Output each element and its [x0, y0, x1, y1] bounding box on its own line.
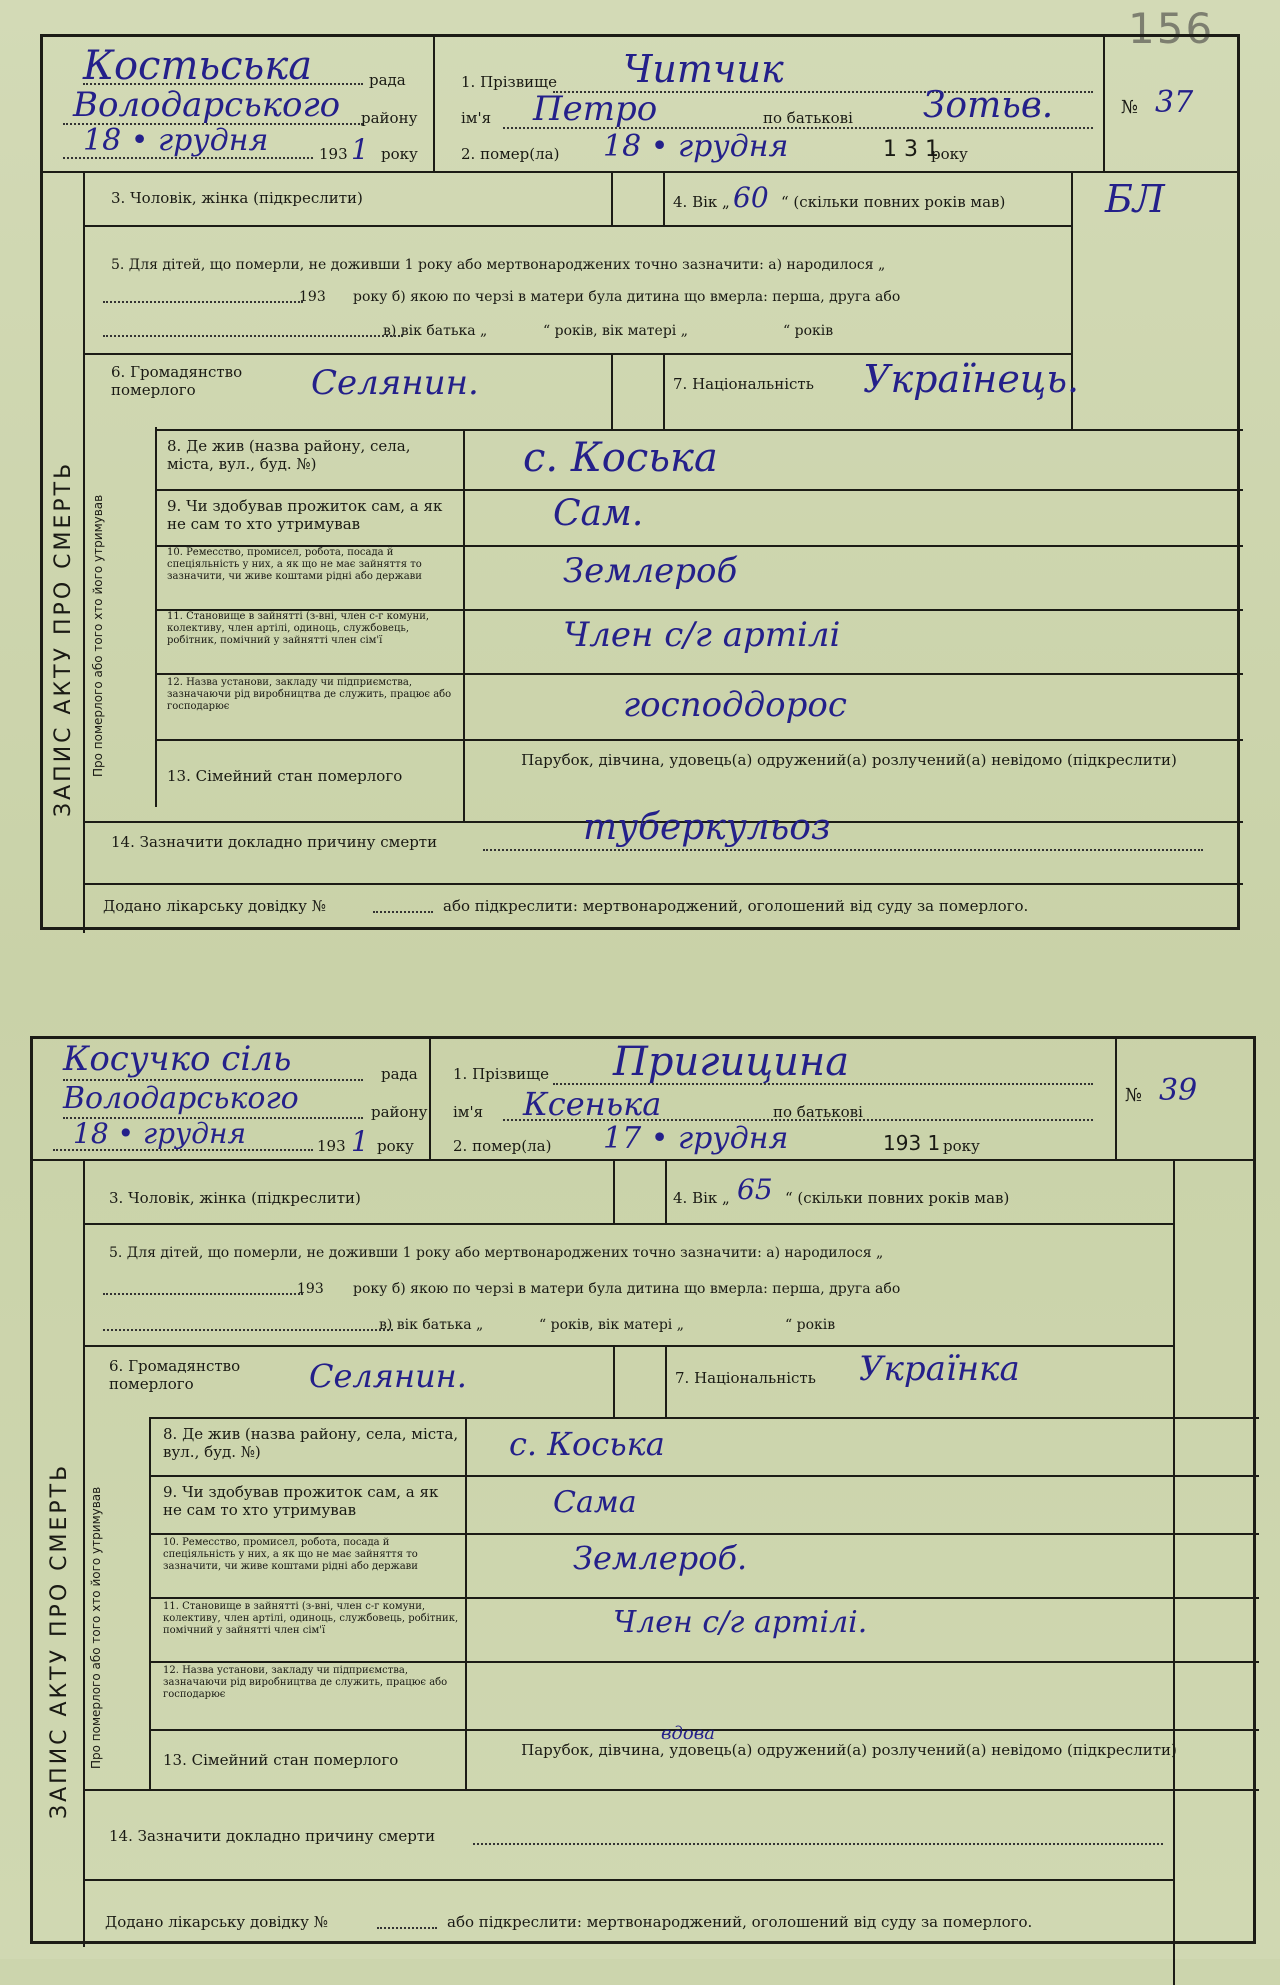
q14-label: 14. Зазначити докладно причину смерти — [109, 1827, 436, 1845]
year-label: 193 — [317, 1137, 346, 1155]
year-label: 193 — [319, 145, 348, 163]
number-label: № — [1125, 1085, 1143, 1106]
death-year-value: 1 3 1 — [883, 137, 939, 162]
patronymic-value: Зотьв. — [923, 85, 1054, 126]
q5-line3: в) вік батька „ — [379, 1317, 484, 1333]
residence-value: с. Коська — [523, 435, 718, 481]
raion-value: Володарського — [73, 85, 341, 125]
rada-value: Костьська — [83, 43, 313, 89]
position-value: Член с/г артілі — [563, 615, 841, 655]
q3-label: 3. Чоловік, жінка (підкреслити) — [111, 189, 363, 207]
first-name-label: ім'я — [453, 1103, 484, 1121]
q13-label: 13. Сімейний стан померлого — [167, 767, 403, 785]
q14-label: 14. Зазначити докладно причину смерти — [111, 833, 438, 851]
raion-label: району — [361, 109, 418, 127]
death-date-value: 17 • грудня — [603, 1121, 789, 1156]
side-title: ЗАПИС АКТУ ПРО СМЕРТЬ — [47, 1462, 72, 1819]
footer-rest: або підкреслити: мертвонароджений, оголошений від суду за померлого. — [447, 1913, 1033, 1931]
citizenship-value: Селянин. — [311, 363, 479, 403]
page-number: 156 — [1128, 4, 1215, 53]
q4-label: 4. Вік „ — [673, 193, 730, 211]
margin-note: БЛ — [1105, 177, 1165, 221]
record-date: 18 • грудня — [83, 123, 269, 158]
q13-options: Парубок, дівчина, удовець(а) одружений(а) розлучений(а) невідомо (підкреслити) — [521, 1741, 1177, 1759]
occupation-value: Землероб — [563, 551, 738, 591]
side-subtitle: Про померлого або того хто його утримував — [91, 494, 105, 777]
q8-label: 8. Де жив (назва району, села, міста, вул., буд. №) — [163, 1425, 459, 1461]
year-suffix: 1 — [351, 133, 369, 166]
first-name-value: Петро — [533, 89, 658, 129]
cause-value: туберкульоз — [583, 807, 831, 848]
footer-label: Додано лікарську довідку № — [105, 1913, 328, 1931]
q9-label: 9. Чи здобував прожиток сам, а як не сам то хто утримував — [167, 497, 443, 533]
roku-label: року — [377, 1137, 414, 1155]
q10-label: 10. Ремесство, промисел, робота, посада й спеціяльність у них, а як що не має зайняття то зазначити, чи живе коштами рідні або держави — [163, 1537, 418, 1572]
nationality-value: Українка — [859, 1349, 1020, 1389]
side-subtitle: Про померлого або того хто його утримував — [89, 1486, 103, 1769]
age-value: 65 — [737, 1173, 773, 1206]
footer-label: Додано лікарську довідку № — [103, 897, 326, 915]
q3-label: 3. Чоловік, жінка (підкреслити) — [109, 1189, 361, 1207]
q4-suffix: “ (скільки повних років мав) — [785, 1189, 1010, 1207]
death-roku-label: року — [931, 145, 968, 163]
record-number: 37 — [1155, 85, 1194, 120]
q11-label: 11. Становище в зайнятті (з-вні, член с-г комуни, колективу, член артілі, одиноць, службовець, робітник, помічний у зайнятті член сім'ї — [167, 611, 430, 646]
age-value: 60 — [733, 181, 769, 214]
surname-label: 1. Прізвище — [461, 73, 558, 91]
q10-label: 10. Ремесство, промисел, робота, посада й спеціяльність у них, а як що не має зайняття то зазначити, чи живе коштами рідні або держави — [167, 547, 422, 582]
death-date-label: 2. помер(ла) — [461, 145, 560, 163]
q5-line1: 5. Для дітей, що померли, не доживши 1 року або мертвонароджених точно зазначити: а) народилося „ — [109, 1245, 884, 1261]
rada-label: рада — [369, 71, 406, 89]
q12-label: 12. Назва установи, закладу чи підприємства, зазначаючи рід виробництва де служить, працює або господарює — [163, 1665, 448, 1700]
record-header — [33, 1039, 1253, 1161]
residence-value: с. Коська — [509, 1425, 665, 1463]
q5-line3b: “ років, вік матері „ — [539, 1317, 684, 1333]
year-suffix: 1 — [351, 1125, 369, 1158]
surname-value: Читчик — [623, 47, 784, 91]
q7-label: 7. Національність — [675, 1369, 816, 1387]
q5-line1: 5. Для дітей, що померли, не доживши 1 року або мертвонароджених точно зазначити: а) народилося „ — [111, 257, 886, 273]
q4-label: 4. Вік „ — [673, 1189, 730, 1207]
patronymic-label: по батькові — [763, 109, 853, 127]
q12-label: 12. Назва установи, закладу чи підприємства, зазначаючи рід виробництва де служить, працює або господарює — [167, 677, 452, 712]
first-name-label: ім'я — [461, 109, 492, 127]
q13-options: Парубок, дівчина, удовець(а) одружений(а) розлучений(а) невідомо (підкреслити) — [521, 751, 1177, 769]
q4-suffix: “ (скільки повних років мав) — [781, 193, 1006, 211]
q5-line3: в) вік батька „ — [383, 323, 488, 339]
death-year-value: 193 1 — [883, 1131, 941, 1155]
rada-label: рада — [381, 1065, 418, 1083]
raion-value: Володарського — [63, 1081, 299, 1116]
record-header — [43, 37, 1237, 173]
livelihood-value: Сам. — [553, 493, 644, 534]
q5-year: 193 — [299, 289, 326, 305]
roku-label: року — [381, 145, 418, 163]
raion-label: району — [371, 1103, 428, 1121]
patronymic-label: по батькові — [773, 1103, 863, 1121]
death-roku-label: року — [943, 1137, 980, 1155]
side-title: ЗАПИС АКТУ ПРО СМЕРТЬ — [51, 460, 76, 817]
record-number: 39 — [1159, 1073, 1198, 1108]
surname-label: 1. Прізвище — [453, 1065, 550, 1083]
q13-label: 13. Сімейний стан померлого — [163, 1751, 399, 1769]
q11-label: 11. Становище в зайнятті (з-вні, член с-г комуни, колективу, член артілі, одиноць, службовець, робітник, помічний у зайнятті член сім'ї — [163, 1601, 459, 1636]
marital-note: вдова — [661, 1723, 715, 1744]
position-value: Член с/г артілі. — [613, 1605, 868, 1640]
institution-value: господдорос — [623, 685, 847, 725]
number-label: № — [1121, 97, 1139, 118]
rada-value: Косучко сіль — [63, 1039, 292, 1079]
death-record-1 — [40, 34, 1240, 930]
q5-line3b: “ років, вік матері „ — [543, 323, 688, 339]
q6-label: 6. Громадянство померлого — [111, 363, 243, 399]
death-record-2 — [30, 1036, 1256, 1944]
citizenship-value: Селянин. — [309, 1357, 467, 1395]
death-date-label: 2. помер(ла) — [453, 1137, 552, 1155]
q9-label: 9. Чи здобував прожиток сам, а як не сам то хто утримував — [163, 1483, 439, 1519]
q5-line2: року б) якою по черзі в матери була дитина що вмерла: перша, друга або — [353, 289, 901, 305]
q5-year: 193 — [297, 1281, 324, 1297]
q5-line2: року б) якою по черзі в матери була дитина що вмерла: перша, друга або — [353, 1281, 901, 1297]
q5-line3c: “ років — [783, 323, 834, 339]
footer-rest: або підкреслити: мертвонароджений, оголошений від суду за померлого. — [443, 897, 1029, 915]
death-date-value: 18 • грудня — [603, 129, 789, 164]
record-date: 18 • грудня — [73, 1117, 246, 1150]
first-name-value: Ксенька — [523, 1085, 662, 1123]
q8-label: 8. Де жив (назва району, села, міста, вул., буд. №) — [167, 437, 411, 473]
surname-value: Пригицина — [613, 1039, 850, 1085]
q5-line3c: “ років — [785, 1317, 836, 1333]
nationality-value: Українець. — [863, 357, 1080, 401]
q7-label: 7. Національність — [673, 375, 814, 393]
q6-label: 6. Громадянство померлого — [109, 1357, 241, 1393]
livelihood-value: Сама — [553, 1485, 637, 1520]
occupation-value: Землероб. — [573, 1539, 748, 1577]
